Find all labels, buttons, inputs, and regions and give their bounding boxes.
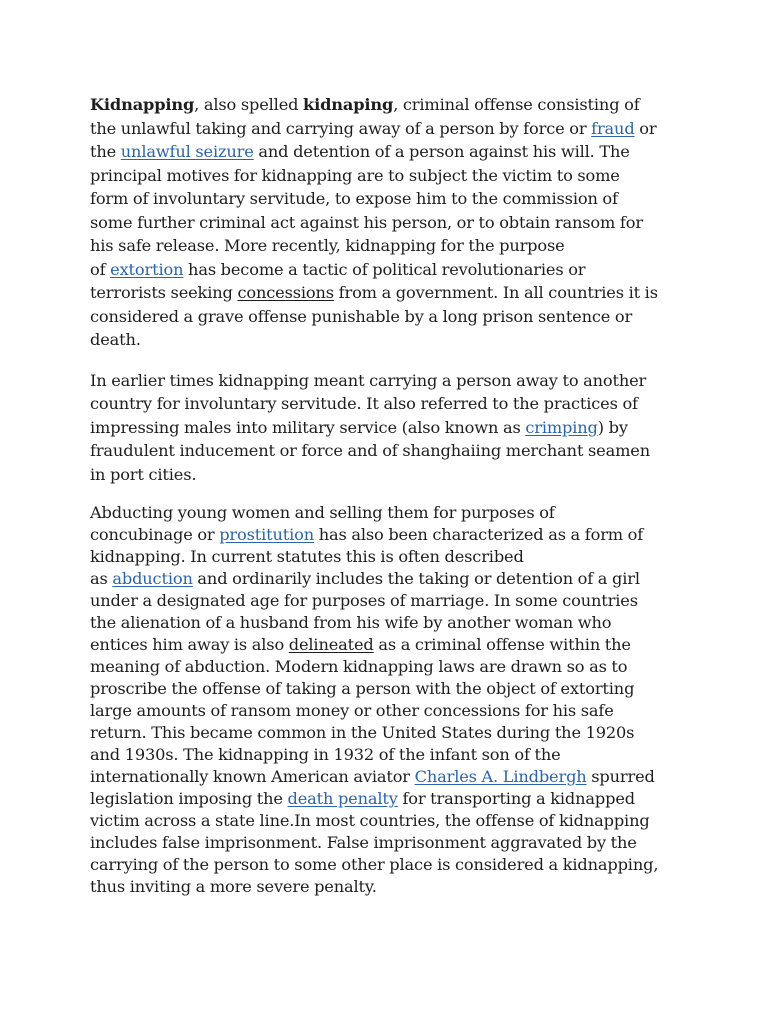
- text-run: for transporting a kidnapped: [397, 789, 635, 808]
- text-line: [90, 93, 675, 117]
- underlined-term: concessions: [237, 283, 334, 302]
- text-line: [90, 164, 675, 188]
- text-line: [90, 258, 675, 282]
- text-line: [90, 305, 675, 329]
- text-run: ) by: [597, 417, 628, 437]
- link-fraud[interactable]: fraud: [591, 118, 635, 138]
- text-line: [90, 140, 675, 164]
- text-run: return. This became common in the United States during the 1920s: [90, 723, 635, 742]
- text-line: [90, 568, 675, 590]
- link-charles-a-lindbergh[interactable]: Charles A. Lindbergh: [414, 767, 587, 786]
- text-run: fraudulent inducement or force and of shanghaiing merchant seamen: [90, 441, 650, 460]
- text-run: terrorists seeking: [90, 283, 238, 302]
- paragraph-2: [90, 369, 675, 487]
- link-death-penalty[interactable]: death penalty: [287, 789, 398, 808]
- text-run: , also spelled: [194, 95, 304, 114]
- text-run: has become a tactic of political revolutionaries or: [183, 259, 586, 279]
- text-line: [90, 656, 675, 678]
- text-line: [90, 744, 675, 766]
- text-line: [90, 211, 675, 235]
- underlined-term: delineated: [288, 635, 374, 654]
- text-line: [90, 678, 675, 700]
- text-run: spurred: [586, 767, 655, 786]
- text-run: kidnapping. In current statutes this is often described: [90, 547, 524, 566]
- text-line: [90, 810, 675, 832]
- term-highlight: kidnaping: [303, 95, 394, 114]
- link-crimping[interactable]: crimping: [525, 417, 598, 437]
- text-run: as: [90, 569, 113, 588]
- text-run: , criminal offense consisting of: [393, 95, 640, 114]
- text-run: In earlier times kidnapping meant carrying a person away to another: [90, 370, 647, 390]
- text-line: [90, 234, 675, 258]
- text-run: or: [634, 118, 657, 138]
- link-extortion[interactable]: extortion: [110, 259, 184, 279]
- text-run: impressing males into military service (also known as: [90, 417, 526, 437]
- text-run: country for involuntary servitude. It also referred to the practices of: [90, 394, 638, 413]
- text-line: [90, 328, 675, 352]
- text-run: in port cities.: [90, 464, 197, 484]
- text-run: the: [90, 142, 121, 161]
- text-run: and detention of a person against his will. The: [253, 142, 630, 161]
- text-line: [90, 524, 675, 546]
- text-line: [90, 117, 675, 141]
- text-run: death.: [90, 330, 141, 349]
- text-line: [90, 590, 675, 612]
- text-line: [90, 439, 675, 463]
- text-run: thus inviting a more severe penalty.: [90, 877, 377, 896]
- text-run: form of involuntary servitude, to expose him to the commission of: [90, 189, 618, 208]
- text-run: entices him away is also: [90, 635, 289, 654]
- text-run: carrying of the person to some other place is considered a kidnapping,: [90, 855, 659, 874]
- text-run: principal motives for kidnapping are to subject the victim to some: [90, 165, 620, 185]
- text-run: considered a grave offense punishable by a long prison sentence or: [90, 306, 633, 326]
- link-unlawful-seizure[interactable]: unlawful seizure: [120, 142, 254, 161]
- text-run: large amounts of ransom money or other concessions for his safe: [90, 701, 614, 720]
- text-run: as a criminal offense within the: [373, 635, 631, 654]
- paragraph-3: [90, 502, 675, 898]
- link-abduction[interactable]: abduction: [112, 569, 193, 588]
- text-line: [90, 876, 675, 898]
- text-run: Abducting young women and selling them for purposes of: [90, 503, 555, 522]
- text-run: has also been characterized as a form of: [314, 525, 644, 544]
- text-run: some further criminal act against his person, or to obtain ransom for: [90, 212, 643, 232]
- text-line: [90, 700, 675, 722]
- text-run: under a designated age for purposes of marriage. In some countries: [90, 591, 638, 610]
- text-line: [90, 502, 675, 524]
- text-line: [90, 392, 675, 416]
- text-run: his safe release. More recently, kidnapping for the purpose: [90, 236, 565, 255]
- text-line: [90, 766, 675, 788]
- text-line: [90, 634, 675, 656]
- text-run: and 1930s. The kidnapping in 1932 of the infant son of the: [90, 745, 561, 764]
- term-highlight: Kidnapping: [90, 95, 195, 114]
- text-run: concubinage or: [90, 525, 220, 544]
- text-run: meaning of abduction. Modern kidnapping laws are drawn so as to: [90, 657, 628, 676]
- link-prostitution[interactable]: prostitution: [219, 525, 315, 544]
- text-line: [90, 281, 675, 305]
- text-run: victim across a state line.In most countries, the offense of kidnapping: [90, 811, 650, 830]
- text-run: of: [90, 259, 111, 279]
- text-run: the unlawful taking and carrying away of a person by force or: [90, 118, 592, 138]
- text-line: [90, 416, 675, 440]
- text-line: [90, 722, 675, 744]
- text-run: the alienation of a husband from his wife by another woman who: [90, 613, 612, 632]
- article-body: [90, 93, 675, 898]
- text-line: [90, 546, 675, 568]
- text-run: from a government. In all countries it is: [333, 283, 658, 302]
- text-run: internationally known American aviator: [90, 767, 415, 786]
- text-line: [90, 854, 675, 876]
- text-run: proscribe the offense of taking a person with the object of extorting: [90, 679, 635, 698]
- text-line: [90, 832, 675, 854]
- text-line: [90, 187, 675, 211]
- text-line: [90, 788, 675, 810]
- paragraph-1: [90, 93, 675, 352]
- text-run: legislation imposing the: [90, 789, 288, 808]
- text-line: [90, 612, 675, 634]
- text-run: includes false imprisonment. False imprisonment aggravated by the: [90, 833, 637, 852]
- text-line: [90, 463, 675, 487]
- text-run: and ordinarily includes the taking or detention of a girl: [192, 569, 640, 588]
- text-line: [90, 369, 675, 393]
